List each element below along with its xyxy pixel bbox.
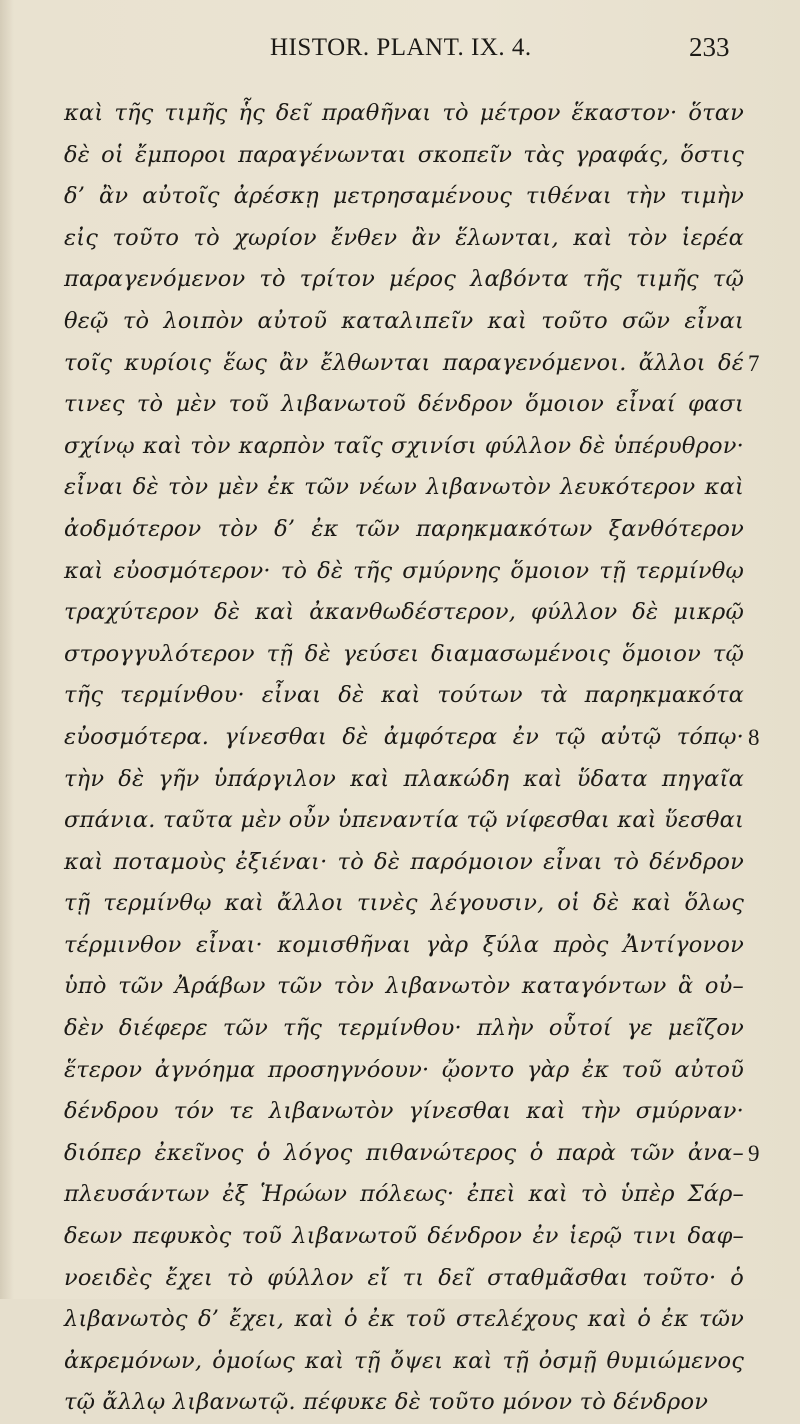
page-header [0, 34, 800, 74]
text-line: σπάνια. ταῦτα μὲν οὖν ὑπεναντία τῷ νίφεσθαι καὶ ὕεσθαι [64, 807, 744, 834]
text-line: καὶ ποταμοὺς ἐξιέναι· τὸ δὲ παρόμοιον εἶναι τὸ δένδρον [64, 848, 744, 875]
text-line: παραγενόμενον τὸ τρίτον μέρος λαβόντα τῆς τιμῆς τῷ [64, 266, 744, 293]
text-line: τραχύτερον δὲ καὶ ἀκανθωδέστερον, φύλλον δὲ μικρῷ [64, 599, 744, 626]
text-line: δὲν διέφερε τῶν τῆς τερμίνθου· πλὴν οὗτοί γε μεῖζον [64, 1015, 744, 1042]
text-line: λιβανωτὸς δ’ ἔχει, καὶ ὁ ἐκ τοῦ στελέχους καὶ ὁ ἐκ τῶν [64, 1306, 744, 1333]
text-line: τοῖς κυρίοις ἕως ἂν ἔλθωνται παραγενόμενοι. ἄλλοι δέ [64, 349, 744, 376]
text-line: τέρμινθον εἶναι· κομισθῆναι γὰρ ξύλα πρὸς Ἀντίγονον [64, 931, 744, 958]
text-line: δ’ ἂν αὐτοῖς ἀρέσκῃ μετρησαμένους τιθέναι τὴν τιμὴν [64, 183, 744, 210]
text-line: δὲ οἱ ἔμποροι παραγένωνται σκοπεῖν τὰς γραφάς, ὅστις [64, 141, 744, 168]
text-line: ὑπὸ τῶν Ἀράβων τῶν τὸν λιβανωτὸν καταγόντων ἃ οὐ– [64, 973, 744, 1000]
text-line: τινες τὸ μὲν τοῦ λιβανωτοῦ δένδρον ὅμοιον εἶναί φασι [64, 391, 744, 418]
text-line: καὶ τῆς τιμῆς ἧς δεῖ πραθῆναι τὸ μέτρον ἕκαστον· ὅταν [64, 100, 744, 126]
text-line: εἰς τοῦτο τὸ χωρίον ἔνθεν ἂν ἕλωνται, καὶ τὸν ἱερέα [64, 224, 744, 251]
margin-section-number: 9 [748, 1141, 760, 1166]
margin-section-number: 7 [748, 350, 760, 376]
text-line: πλευσάντων ἐξ Ἡρώων πόλεως· ἐπεὶ καὶ τὸ ὑπὲρ Σάρ– [64, 1181, 744, 1208]
text-line: τὴν δὲ γῆν ὑπάργιλον καὶ πλακώδη καὶ ὕδατα πηγαῖα [64, 765, 744, 792]
text-line: ἀοδμότερον τὸν δ’ ἐκ τῶν παρηκμακότων ξανθότερον [64, 515, 744, 542]
text-line: εὐοσμότερα. γίνεσθαι δὲ ἀμφότερα ἐν τῷ αὐτῷ τόπῳ· [64, 723, 744, 750]
text-line: σχίνῳ καὶ τὸν καρπὸν ταῖς σχινίσι φύλλον δὲ ὑπέρυθρον· [64, 432, 744, 459]
text-line: δεων πεφυκὸς τοῦ λιβανωτοῦ δένδρον ἐν ἱερῷ τινι δαφ– [64, 1223, 744, 1250]
text-line: τῇ τερμίνθῳ καὶ ἄλλοι τινὲς λέγουσιν, οἱ δὲ καὶ ὅλως [64, 890, 744, 917]
text-line: καὶ εὐοσμότερον· τὸ δὲ τῆς σμύρνης ὅμοιον τῇ τερμίνθῳ [64, 557, 744, 584]
text-line: ἕτερον ἀγνόημα προσηγνόουν· ᾤοντο γὰρ ἐκ τοῦ αὐτοῦ [64, 1056, 744, 1083]
text-line: εἶναι δὲ τὸν μὲν ἐκ τῶν νέων λιβανωτὸν λευκότερον καὶ [64, 474, 744, 501]
text-line: τῆς τερμίνθου· εἶναι δὲ καὶ τούτων τὰ παρηκμακότα [64, 682, 744, 709]
text-line: ἀκρεμόνων, ὁμοίως καὶ τῇ ὄψει καὶ τῇ ὀσμῇ θυμιώμενος [64, 1347, 744, 1374]
text-line: θεῷ τὸ λοιπὸν αὐτοῦ καταλιπεῖν καὶ τοῦτο σῶν εἶναι [64, 307, 744, 334]
margin-section-number: 8 [748, 725, 760, 750]
text-line: νοειδὲς ἔχει τὸ φύλλον εἴ τι δεῖ σταθμᾶσθαι τοῦτο· ὁ [64, 1264, 744, 1291]
running-head: HISTOR. PLANT. IX. 4. [270, 34, 532, 61]
text-line: διόπερ ἐκεῖνος ὁ λόγος πιθανώτερος ὁ παρὰ τῶν ἀνα– [64, 1139, 744, 1166]
text-line: δένδρου τόν τε λιβανωτὸν γίνεσθαι καὶ τὴν σμύρναν· [64, 1098, 744, 1125]
text-line: τῷ ἄλλῳ λιβανωτῷ. πέφυκε δὲ τοῦτο μόνον τὸ δένδρον [64, 1389, 709, 1416]
page-number: 233 [689, 32, 730, 62]
greek-text-body [64, 93, 744, 1424]
text-line: στρογγυλότερον τῇ δὲ γεύσει διαμασωμένοις ὅμοιον τῷ [64, 640, 744, 667]
